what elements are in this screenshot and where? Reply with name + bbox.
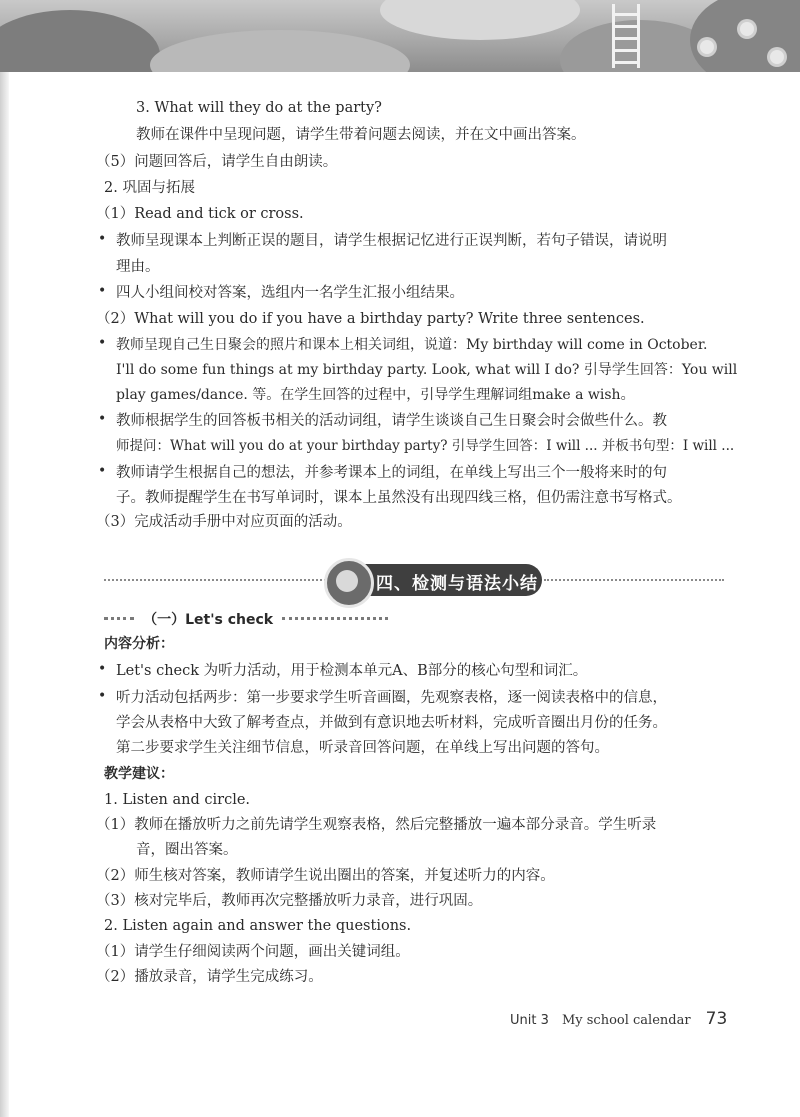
section-title-pill <box>328 564 542 596</box>
bullet-text: 第二步要求学生关注细节信息，听录音回答问题，在单线上写出问题的答句。 <box>116 740 609 756</box>
bullet-text: 教师根据学生的回答板书相关的活动词组，请学生谈谈自己生日聚会时会做些什么。教 <box>116 413 667 429</box>
bullet-text: 子。教师提醒学生在书写单词时，课本上虽然没有出现四线三格，但仍需注意书写格式。 <box>116 490 682 506</box>
bullet-text: Let's check 为听力活动，用于检测本单元A、B部分的核心句型和词汇。 <box>116 663 588 679</box>
bullet-text: 教师呈现自己生日聚会的照片和课本上相关词组，说道：My birthday will come in October. <box>116 337 708 353</box>
step-5: （5）问题回答后，请学生自由朗读。 <box>96 154 338 170</box>
step-2-item: （1）请学生仔细阅读两个问题，画出关键词组。 <box>96 944 410 960</box>
item-2-heading: （2）What will you do if you have a birthday party? Write three sentences. <box>96 311 645 327</box>
page-left-edge <box>0 0 9 1117</box>
item-3-heading: （3）完成活动手册中对应页面的活动。 <box>96 514 352 530</box>
banner-shape <box>150 30 410 72</box>
bullet-text: 师提问：What will you do at your birthday party? 引导学生回答：I will ... 并板书句型：I will ... <box>116 438 735 454</box>
bullet-dot: • <box>98 283 107 299</box>
dotted-rule <box>544 579 724 581</box>
bullet-dot: • <box>98 335 107 351</box>
globe-icon <box>324 558 374 608</box>
dotted-rule <box>104 579 326 581</box>
step-2-item: （2）播放录音，请学生完成练习。 <box>96 969 323 985</box>
step-1-item: 音，圈出答案。 <box>136 842 238 858</box>
item-1-heading: （1）Read and tick or cross. <box>96 206 304 222</box>
step-1-item: （3）核对完毕后，教师再次完整播放听力录音，进行巩固。 <box>96 893 483 909</box>
step-1-item: （2）师生核对答案，教师请学生说出圈出的答案，并复述听力的内容。 <box>96 868 555 884</box>
bullet-dot: • <box>98 231 107 247</box>
dotted-rule <box>282 617 388 620</box>
bullet-text: 学会从表格中大致了解考查点，并做到有意识地去听材料，完成听音圈出月份的任务。 <box>116 715 667 731</box>
step-1-title: 1. Listen and circle. <box>104 792 251 808</box>
bullet-dot: • <box>98 463 107 479</box>
flower-illustration <box>700 40 714 54</box>
flower-illustration <box>740 22 754 36</box>
banner-shape <box>380 0 580 40</box>
globe-icon-inner <box>336 570 358 592</box>
page-footer <box>510 1009 727 1029</box>
banner-shape <box>690 0 800 72</box>
footer-title: My school calendar <box>561 1013 691 1028</box>
footer-unit: Unit 3 <box>510 1013 549 1028</box>
step-2-title: 2. Listen again and answer the questions. <box>104 918 412 934</box>
teaching-suggestions-label: 教学建议： <box>104 766 174 782</box>
bullet-text: play games/dance. 等。在学生回答的过程中，引导学生理解词组make a wish。 <box>116 387 635 403</box>
bullet-text: 理由。 <box>116 259 160 275</box>
bullet-text: 四人小组间校对答案，选组内一名学生汇报小组结果。 <box>116 285 464 301</box>
bullet-text: 教师请学生根据自己的想法，并参考课本上的词组，在单线上写出三个一般将来时的句 <box>116 465 667 481</box>
bullet-dot: • <box>98 688 107 704</box>
content-analysis-label: 内容分析： <box>104 636 174 652</box>
lets-check-label: （一）Let's check <box>143 611 274 628</box>
bullet-dot: • <box>98 411 107 427</box>
bullet-text: 教师呈现课本上判断正误的题目，请学生根据记忆进行正误判断，若句子错误，请说明 <box>116 233 667 249</box>
flower-illustration <box>770 50 784 64</box>
ladder-illustration <box>612 4 640 68</box>
lets-check-heading <box>104 608 724 630</box>
section-title: 四、检测与语法小结 <box>376 574 538 594</box>
bullet-dot: • <box>98 661 107 677</box>
section-divider <box>104 562 724 598</box>
bullet-text: I'll do some fun things at my birthday party. Look, what will I do? 引导学生回答：You will <box>116 362 738 378</box>
bullet-text: 听力活动包括两步：第一步要求学生听音画圈，先观察表格，逐一阅读表格中的信息， <box>116 690 667 706</box>
section-2-heading: 2. 巩固与拓展 <box>104 180 195 196</box>
banner-shape <box>0 10 160 72</box>
header-illustration <box>0 0 800 72</box>
dotted-rule <box>104 617 134 620</box>
question-3: 3. What will they do at the party? <box>136 100 382 116</box>
step-1-item: （1）教师在播放听力之前先请学生观察表格，然后完整播放一遍本部分录音。学生听录 <box>96 817 657 833</box>
question-3-instruction: 教师在课件中呈现问题，请学生带着问题去阅读，并在文中画出答案。 <box>136 127 586 143</box>
page-number: 73 <box>705 1009 728 1029</box>
